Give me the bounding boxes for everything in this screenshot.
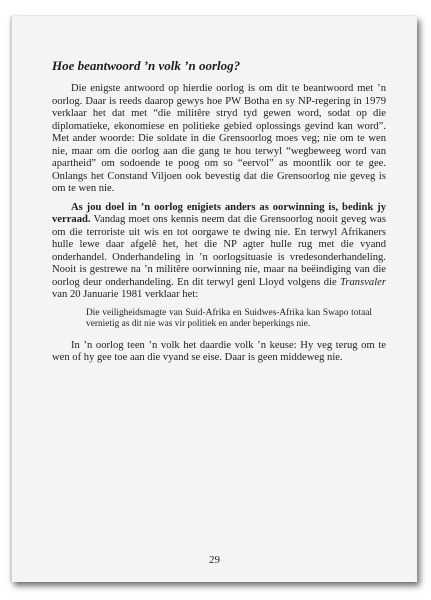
page-text — [52, 58, 386, 371]
paragraph-2-bold-lead: As jou doel in ’n oorlog enigiets anders as oorwinning is, bedink jy verraad. — [52, 201, 386, 225]
paragraph-3: In ’n oorlog teen ’n volk het daardie volk ’n keuse: Hy veg terug om te wen of hy gee toe aan die vyand se eise. Daar is geen middeweg nie. — [52, 339, 386, 363]
newspaper-title: Transvaler — [340, 276, 386, 288]
book-page — [11, 16, 417, 582]
paragraph-2-end: van 20 Januarie 1981 verklaar het: — [52, 289, 199, 300]
page-number: 29 — [209, 554, 220, 566]
block-quote: Die veiligheidsmagte van Suid-Afrika en Suidwes-Afrika kan Swapo totaal vernietig as dit nie was vir politiek en ander beperkings nie. — [86, 307, 372, 329]
paragraph-2 — [52, 202, 386, 302]
paragraph-1: Die enigste antwoord op hierdie oorlog is om dit te beantwoord met ’n oorlog. Daar is reeds daarop gewys hoe PW Botha en sy NP-regering in 1979 verklaar het dat met “die militêre stryd tyd gewen word, sodat op die diplomatieke, ekonomiese en politieke gebied oplossings gevind kan word”. Met ander woorde: Die soldate in die Grensoorlog moes veg; nie om te wen nie, maar om die oorlog aan die gang te hou terwyl “wegbeweeg word van apartheid” om sodoende te poog om so “eervol” as moontlik oor te gee. Onlangs het Constand Viljoen ook bevestig dat die Grensoorlog nie geveg is om te wen nie. — [52, 83, 386, 194]
section-heading: Hoe beantwoord ’n volk ’n oorlog? — [52, 58, 241, 73]
paragraph-2-body: Vandag moet ons kennis neem dat die Grensoorlog nooit geveg was om die terroriste uit wis en tot oorgawe te dwing nie. En terwyl Afrikaners hulle lewe daar afgelê het, het die NP agter hulle rug met die vyand onderhandel. Onderhandeling in ’n oorlogsituasie is vredesonderhandeling. Nooit is gestrewe na ’n militêre oorwinning nie, maar na beëindiging van die oorlog deur onderhandeling. En dit terwyl genl Lloyd volgens die — [52, 214, 386, 288]
